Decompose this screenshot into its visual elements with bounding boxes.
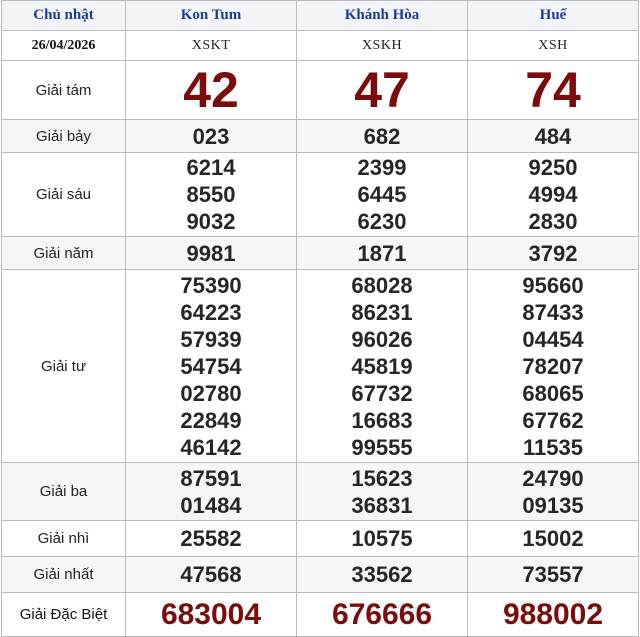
prize-number: 86231: [351, 299, 413, 325]
prize-cell: [126, 270, 297, 463]
prize-row-g2: [2, 521, 639, 557]
prize-number: 023: [126, 120, 297, 153]
prize-number: 8550: [186, 182, 236, 207]
prize-row-g4: [2, 270, 639, 463]
prize-number: 45819: [351, 353, 413, 379]
prize-row-special: [2, 593, 639, 637]
prize-number: 73557: [468, 557, 639, 593]
prize-number: 9981: [126, 237, 297, 270]
prize-number: 36831: [351, 492, 413, 518]
prize-label: Giải ba: [2, 463, 126, 521]
prize-number: 15623: [351, 465, 413, 491]
prize-label: Giải bảy: [2, 120, 126, 153]
prize-number: 95660: [522, 272, 584, 298]
prize-label: Giải nhì: [2, 521, 126, 557]
prize-number: 75390: [180, 272, 242, 298]
prize-number: 33562: [297, 557, 468, 593]
prize-number: 47568: [126, 557, 297, 593]
prize-label: Giải tám: [2, 61, 126, 120]
prize-number: 46142: [180, 434, 242, 460]
prize-number: 22849: [180, 407, 242, 433]
prize-number: 16683: [351, 407, 413, 433]
prize-number: 25582: [126, 521, 297, 557]
prize-cell: [468, 270, 639, 463]
province-khanh-hoa[interactable]: Khánh Hòa: [297, 1, 468, 31]
prize-number: 24790: [522, 465, 584, 491]
province-kon-tum[interactable]: Kon Tum: [126, 1, 297, 31]
prize-number: 2399: [357, 155, 407, 180]
prize-cell: [297, 270, 468, 463]
prize-number: 09135: [522, 492, 584, 518]
province-hue[interactable]: Huế: [468, 1, 639, 31]
day-of-week: Chủ nhật: [2, 1, 126, 31]
prize-number: 54754: [180, 353, 242, 379]
prize-number: 484: [468, 120, 639, 153]
prize-label-special: Giải Đặc Biệt: [2, 593, 126, 637]
code-kon-tum: XSKT: [126, 31, 297, 61]
code-khanh-hoa: XSKH: [297, 31, 468, 61]
prize-number: 1871: [297, 237, 468, 270]
prize-row-g3: [2, 463, 639, 521]
prize-number: 42: [126, 61, 297, 120]
prize-number: 04454: [522, 326, 584, 352]
prize-number: 87433: [522, 299, 584, 325]
prize-number: 3792: [468, 237, 639, 270]
prize-label: Giải sáu: [2, 153, 126, 237]
prize-row-g7: [2, 120, 639, 153]
prize-number: 4994: [528, 182, 578, 207]
prize-number: 9250: [528, 155, 578, 180]
prize-number: 67762: [522, 407, 584, 433]
code-hue: XSH: [468, 31, 639, 61]
prize-cell: [297, 463, 468, 521]
prize-number: 6214: [186, 155, 236, 180]
prize-number: 01484: [180, 492, 242, 518]
prize-row-g5: [2, 237, 639, 270]
prize-cell: [468, 153, 639, 237]
prize-number: 02780: [180, 380, 242, 406]
prize-number: 68065: [522, 380, 584, 406]
jackpot-number: 988002: [468, 593, 639, 637]
prize-number: 87591: [180, 465, 242, 491]
prize-number: 64223: [180, 299, 242, 325]
prize-row-g6: [2, 153, 639, 237]
prize-number: 68028: [351, 272, 413, 298]
prize-label: Giải tư: [2, 270, 126, 463]
header-row: [2, 1, 639, 31]
prize-number: 6230: [357, 209, 407, 234]
prize-number: 99555: [351, 434, 413, 460]
prize-number: 10575: [297, 521, 468, 557]
lottery-results-table: [1, 0, 639, 637]
prize-label: Giải nhất: [2, 557, 126, 593]
prize-number: 11535: [523, 434, 583, 460]
prize-label: Giải năm: [2, 237, 126, 270]
prize-number: 15002: [468, 521, 639, 557]
prize-row-g8: [2, 61, 639, 120]
prize-number: 74: [468, 61, 639, 120]
prize-row-g1: [2, 557, 639, 593]
prize-number: 67732: [351, 380, 413, 406]
prize-number: 78207: [522, 353, 584, 379]
prize-cell: [126, 463, 297, 521]
jackpot-number: 683004: [126, 593, 297, 637]
prize-number: 47: [297, 61, 468, 120]
prize-cell: [126, 153, 297, 237]
draw-date: 26/04/2026: [2, 31, 126, 61]
prize-number: 682: [297, 120, 468, 153]
code-row: [2, 31, 639, 61]
prize-number: 96026: [351, 326, 413, 352]
prize-number: 6445: [357, 182, 407, 207]
prize-number: 57939: [180, 326, 242, 352]
prize-number: 2830: [528, 209, 578, 234]
prize-cell: [297, 153, 468, 237]
jackpot-number: 676666: [297, 593, 468, 637]
prize-cell: [468, 463, 639, 521]
prize-number: 9032: [186, 209, 236, 234]
